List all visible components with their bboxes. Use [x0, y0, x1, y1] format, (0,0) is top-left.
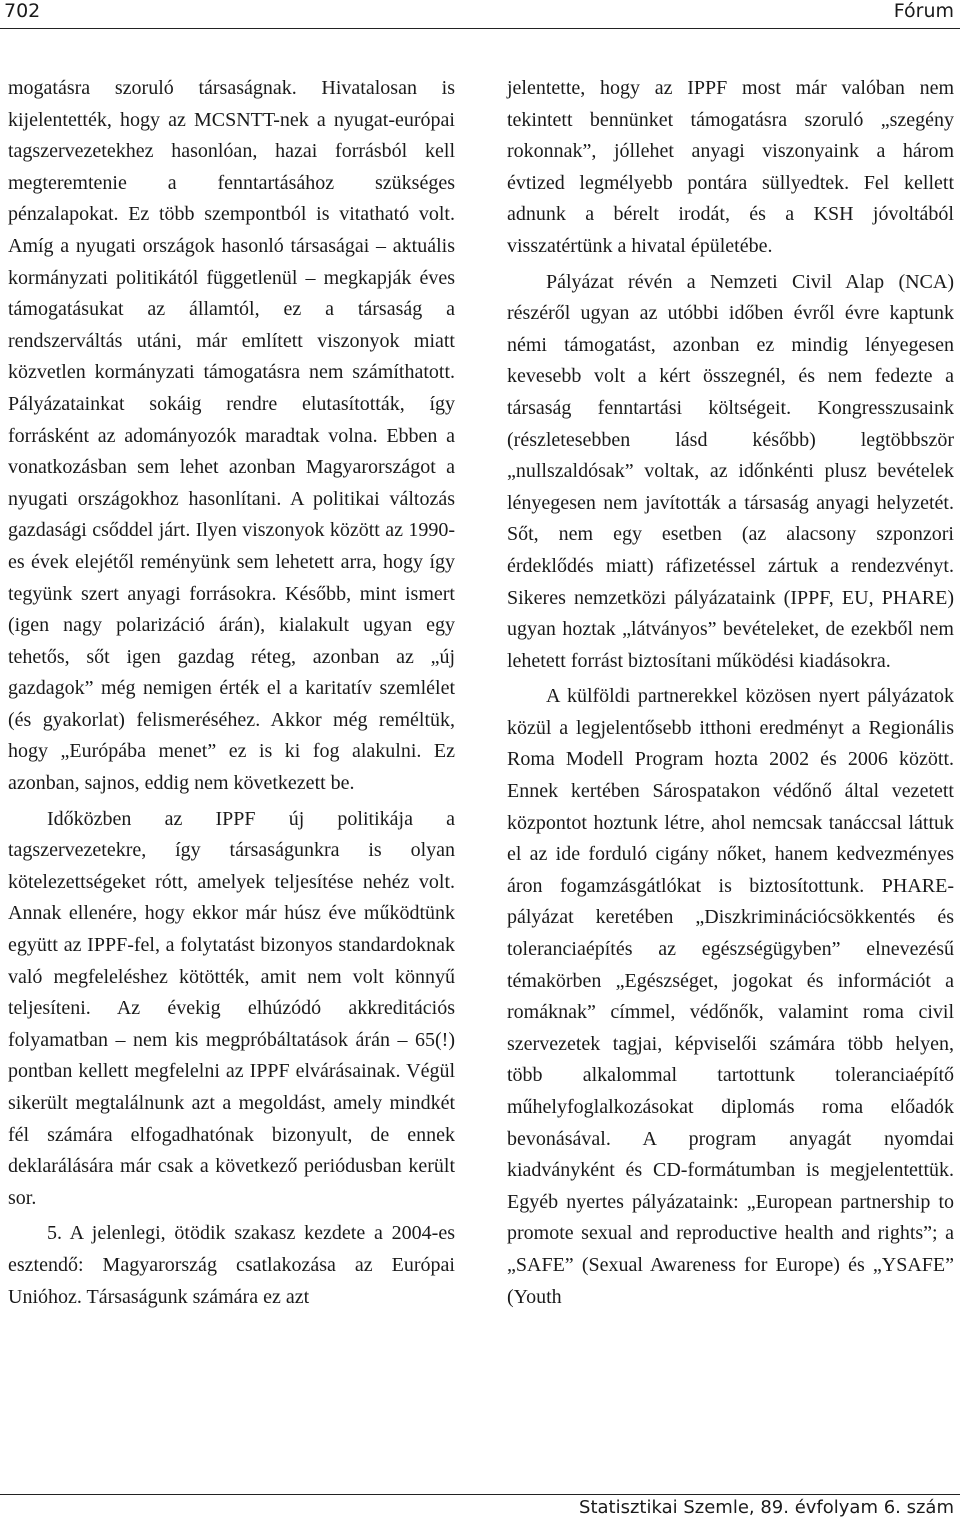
left-column	[8, 73, 455, 1313]
paragraph: Időközben az IPPF új politikája a tagszervezetekre, így társaságunkra is olyan kötelezettségeket rótt, amelyek teljesítése nehéz volt. Annak ellenére, hogy ekkor már húsz éve működtünk együtt az IPPF-fel, a folytatást bizonyos standardoknak való megfeleléshez kötötték, amit nem volt könnyű teljesíteni. Az évekig elhúzódó akkreditációs folyamatban – nem kis megpróbáltatások árán – 65(!) pontban kellett megfelelni az IPPF elvárásainak. Végül sikerült megtalálnunk azt a megoldást, amely mindkét fél számára elfogadhatónak bizonyult, de ennek deklarálására már csak a következő periódusban került sor.	[8, 807, 455, 1209]
journal-footer: Statisztikai Szemle, 89. évfolyam 6. szám	[579, 1497, 954, 1518]
running-title: Fórum	[893, 0, 954, 22]
paragraph: jelentette, hogy az IPPF most már valóban nem tekintett bennünket támogatásra szoruló „szegény rokonnak”, jóllehet anyagi viszonyaink a három évtized legmélyebb pontára süllyedtek. Fel kellett adnunk a bérelt irodát, és a KSH jóvoltából visszatértünk a hivatal épületébe.	[507, 77, 954, 257]
header-rule	[0, 28, 960, 29]
page-header	[0, 0, 960, 30]
paragraph: Pályázat révén a Nemzeti Civil Alap (NCA) részéről ugyan az utóbbi időben évről évre kaptunk némi támogatást, azonban ez mindig lényegesen kevesebb volt a kért összegnél, és nem fedezte a társaság fenntartási költségeit. Kongresszusaink (részletesebben lásd később) legtöbbször „nullszaldósak” voltak, az időnkénti plusz bevételek lényegesen nem javították a társaság anyagi helyzetét. Sőt, nem egy esetben (az alacsony szponzori érdeklődés miatt) ráfizetéssel zártuk a rendezvényt. Sikeres nemzetközi pályázataink (IPPF, EU, PHARE) ugyan hoztak „látványos” bevételeket, de ezekből nem lehetett forrást biztosítani működési kiadásokra.	[507, 270, 954, 672]
page-number: 702	[4, 0, 41, 22]
paragraph: A külföldi partnerekkel közösen nyert pályázatok közül a legjelentősebb itthoni eredményt a Regionális Roma Modell Program hozta 2002 és 2006 között. Ennek kertében Sárospatakon védőnő által vezetett központot hoztunk létre, ahol nemcsak tanáccsal láttuk el az ide forduló cigány nőket, hanem kedvezményes áron fogamzásgátlókat is biztosítottunk. PHARE-pályázat keretében „Diszkriminációcsökkentés és toleranciaépítés az egészségügyben” elnevezésű témakörben „Egészséget, jogokat és információt a romáknak” címmel, védőnők, valamint roma civil szervezetek tagjai, képviselői számára több helyen, több alkalommal tartottunk toleranciaépítő műhelyfoglalkozásokat diplomás roma előadók bevonásával. A program anyagát nyomdai kiadványként és CD-formátumban is megjelentettük. Egyéb nyertes pályázataink: „European partnership to promote sexual and reproductive health and rights”; a „SAFE” (Sexual Awareness for Europe) és „YSAFE” (Youth	[507, 685, 954, 1308]
right-column	[507, 73, 954, 1313]
section-heading-paragraph: 5. A jelenlegi, ötödik szakasz kezdete a 2004-es esztendő: Magyarország csatlakozása az Európai Unióhoz. Társaságunk számára ez azt	[8, 1222, 455, 1308]
footer-rule	[0, 1494, 960, 1495]
paragraph: mogatásra szoruló társaságnak. Hivatalosan is kijelentették, hogy az MCSNTT-nek a nyugat-európai tagszervezetekhez hasonlóan, hazai forrásból kell megteremtenie a fenntartásához szükséges pénzalapokat. Ez több szempontból is vitatható volt. Amíg a nyugati országok hasonló társaságai – aktuális kormányzati politikától függetlenül – megkapják éves támogatásukat az államtól, ez a társaság a rendszerváltás utáni, már említett viszonyok miatt közvetlen kormányzati támogatásra nem számíthatott. Pályázatainkat sokáig rendre elutasították, így forrásként az adományozók maradtak volna. Ebben a vonatkozásban sem lehet azonban Magyarországot a nyugati országokhoz hasonlítani. A politikai változás gazdasági csőddel járt. Ilyen viszonyok között az 1990-es évek elejétől reményünk sem lehetett arra, hogy így tegyünk szert anyagi forrásokra. Később, mint ismert (igen nagy polarizáció árán), kialakult ugyan egy tehetős, sőt igen gazdag réteg, azonban az „új gazdagok” még nemigen érték el a karitatív szemlélet (és gyakorlat) felismeréséhez. Akkor még reméltük, hogy „Európába menet” ez is ki fog alakulni. Ez azonban, sajnos, eddig nem következett be.	[8, 77, 455, 795]
